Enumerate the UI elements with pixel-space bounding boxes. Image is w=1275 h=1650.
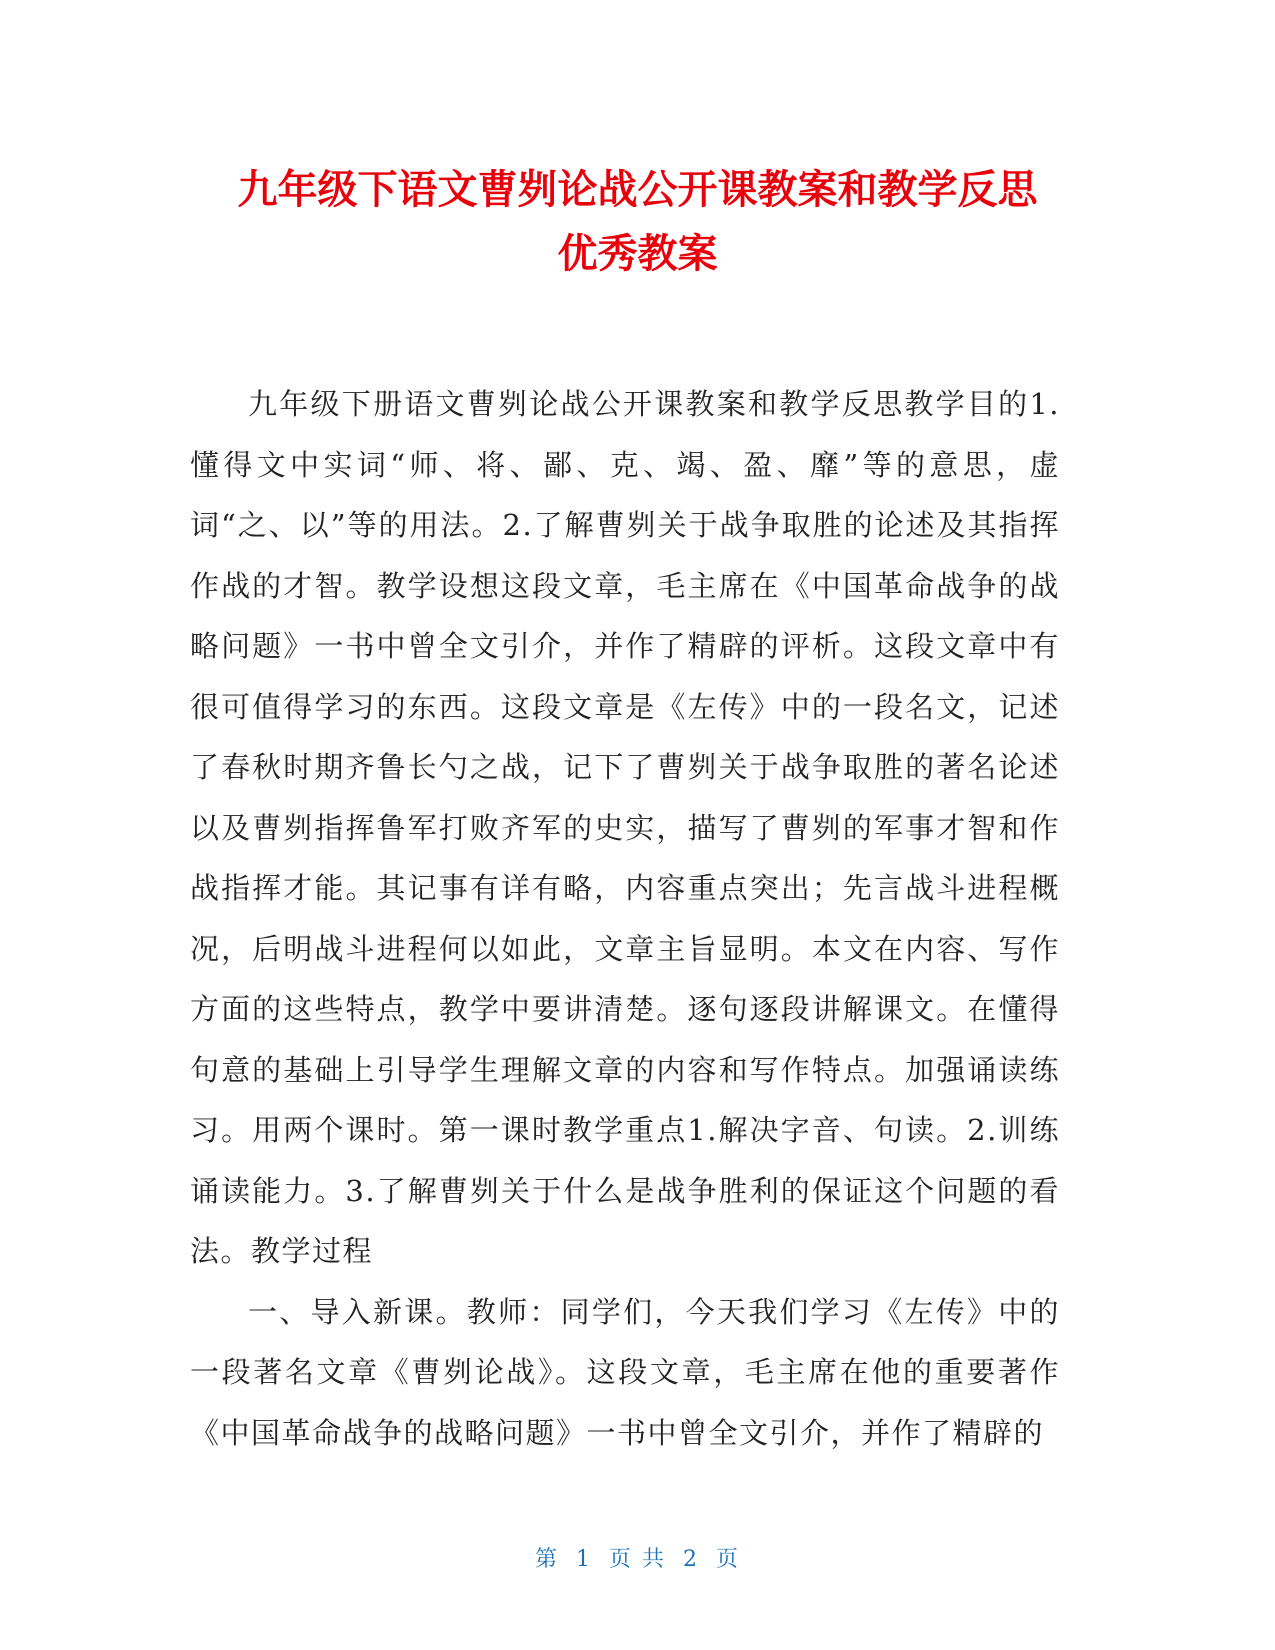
document-body (190, 374, 1060, 1463)
footer-suffix: 页 (716, 1547, 741, 1572)
footer-prefix: 第 (534, 1547, 559, 1572)
body-paragraph: 一、导入新课。教师：同学们，今天我们学习《左传》中的一段著名文章《曹刿论战》。这段文章，毛主席在他的重要著作《中国革命战争的战略问题》一书中曾全文引介，并作了精辟的 (190, 1294, 1060, 1450)
footer-current-page: 1 (576, 1547, 592, 1572)
title-line-1: 九年级下语文曹刿论战公开课教案和教学反思 (237, 167, 1038, 213)
page-footer (0, 1542, 1275, 1573)
document-title (150, 158, 1125, 286)
title-line-2: 优秀教案 (557, 231, 718, 277)
footer-total-pages: 2 (683, 1547, 699, 1572)
body-paragraph: 九年级下册语文曹刿论战公开课教案和教学反思教学目的1.懂得文中实词“师、将、鄙、克、竭、盈、靡”等的意思，虚词“之、以”等的用法。2.了解曹刿关于战争取胜的论述及其指挥作战的才智。教学设想这段文章，毛主席在《中国革命战争的战略问题》一书中曾全文引介，并作了精辟的评析。这段文章中有很可值得学习的东西。这段文章是《左传》中的一段名文，记述了春秋时期齐鲁长勺之战，记下了曹刿关于战争取胜的著名论述以及曹刿指挥鲁军打败齐军的史实，描写了曹刿的军事才智和作战指挥才能。其记事有详有略，内容重点突出；先言战斗进程概况，后明战斗进程何以如此，文章主旨显明。本文在内容、写作方面的这些特点，教学中要讲清楚。逐句逐段讲解课文。在懂得句意的基础上引导学生理解文章的内容和写作特点。加强诵读练习。用两个课时。第一课时教学重点1.解决字音、句读。2.训练诵读能力。3.了解曹刿关于什么是战争胜利的保证这个问题的看法。教学过程 (190, 387, 1060, 1268)
footer-middle: 页 共 (609, 1547, 666, 1572)
